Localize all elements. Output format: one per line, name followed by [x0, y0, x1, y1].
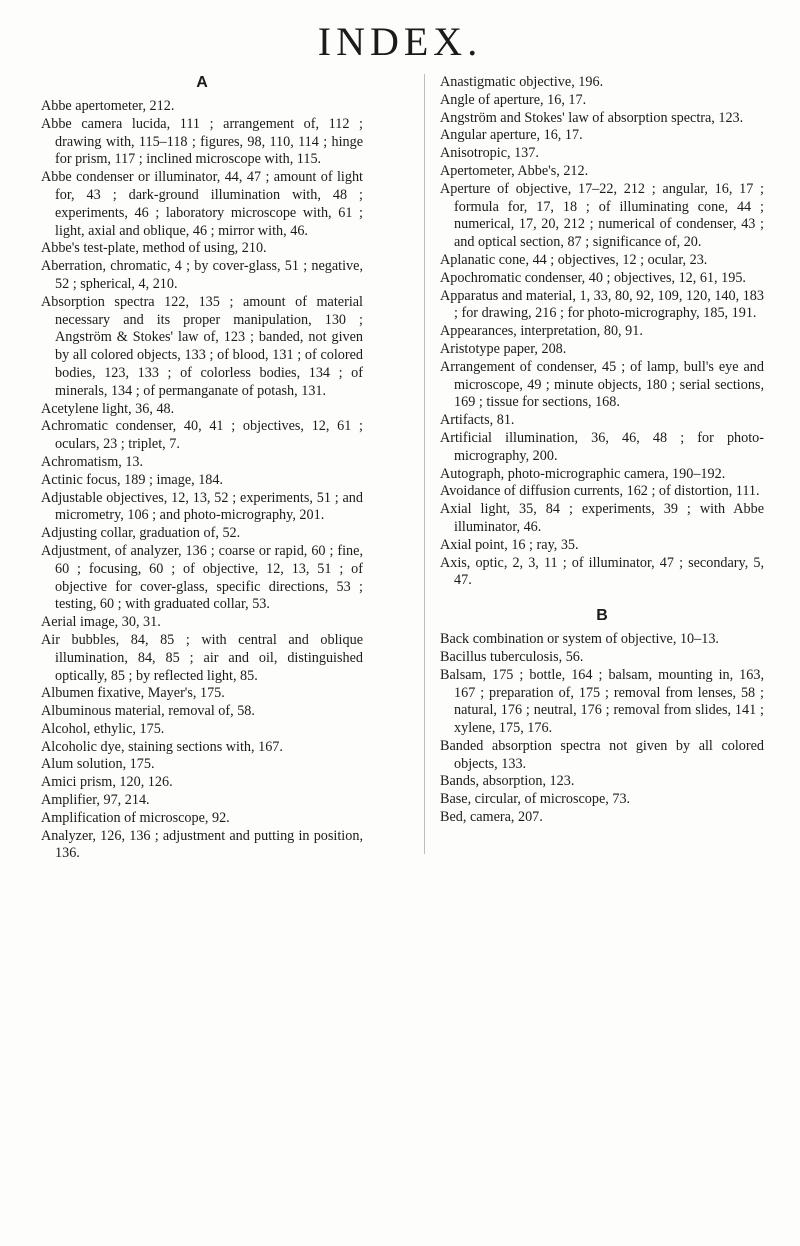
index-entry: Achromatism, 13.	[41, 453, 144, 470]
index-entry: Angström and Stokes' law of absorption spectra, 123.	[440, 109, 744, 126]
index-entry: Back combination or system of objective, 10–13.	[440, 631, 719, 648]
index-entry: Apparatus and material, 1, 33, 80, 92, 109, 120, 140, 183 ; for drawing, 216 ; for photo-micrography, 185, 191.	[440, 287, 764, 322]
index-entry: Amplifier, 97, 214.	[41, 792, 150, 809]
index-entry: Banded absorption spectra not given by all colored objects, 133.	[440, 737, 764, 772]
index-entry: Bacillus tuberculosis, 56.	[440, 648, 584, 665]
index-entry: Aristotype paper, 208.	[440, 340, 567, 357]
entries-list-a-left	[41, 98, 363, 863]
index-entry: Avoidance of diffusion currents, 162 ; of distortion, 111.	[440, 483, 760, 500]
index-entry: Axial light, 35, 84 ; experiments, 39 ; with Abbe illuminator, 46.	[440, 501, 764, 535]
index-entry: Achromatic condenser, 40, 41 ; objectives, 12, 61 ; oculars, 23 ; triplet, 7.	[41, 418, 363, 453]
index-entry: Artificial illumination, 36, 46, 48 ; for photo-micrography, 200.	[440, 429, 764, 464]
index-entry: Bed, camera, 207.	[440, 809, 543, 826]
index-entry: Albumen fixative, Mayer's, 175.	[41, 685, 225, 702]
index-entry: Autograph, photo-micrographic camera, 190–192.	[440, 465, 726, 482]
index-entry: Adjustable objectives, 12, 13, 52 ; experiments, 51 ; and micrometry, 106 ; and photo-micrography, 201.	[41, 489, 363, 524]
index-entry: Amici prism, 120, 126.	[41, 774, 173, 791]
index-column-right	[440, 74, 764, 827]
entries-list-b	[440, 631, 764, 827]
index-entry: Bands, absorption, 123.	[440, 773, 575, 790]
index-entry: Base, circular, of microscope, 73.	[440, 791, 631, 808]
index-entry: Alcohol, ethylic, 175.	[41, 720, 165, 737]
index-entry: Aperture of objective, 17–22, 212 ; angular, 16, 17 ; formula for, 17, 18 ; of illuminating cone, 44 ; numerical, 17, 20, 212 ; numerical of condenser, 43 ; and optical section, 87 ; significance of, 20.	[440, 180, 764, 251]
index-entry: Aberration, chromatic, 4 ; by cover-glass, 51 ; negative, 52 ; spherical, 4, 210.	[41, 258, 363, 292]
index-entry: Aerial image, 30, 31.	[41, 614, 161, 631]
index-entry: Abbe condenser or illuminator, 44, 47 ; amount of light for, 43 ; dark-ground illumination with, 48 ; experiments, 46 ; laboratory microscope with, 61 ; light, axial and oblique, 46 ; mirror with, 46.	[41, 169, 363, 239]
index-entry: Anastigmatic objective, 196.	[440, 74, 604, 90]
column-divider	[424, 74, 425, 854]
index-entry: Adjustment, of analyzer, 136 ; coarse or rapid, 60 ; fine, 60 ; focusing, 60 ; of objective, 12, 13, 51 ; of objective for cover-glass, specific directions, 53 ; testing, 60 ; with graduated collar, 53.	[41, 542, 363, 613]
index-entry: Axis, optic, 2, 3, 11 ; of illuminator, 47 ; secondary, 5, 47.	[440, 554, 764, 589]
index-entry: Abbe camera lucida, 111 ; arrangement of, 112 ; drawing with, 115–118 ; figures, 98, 110, 114 ; hinge for prism, 117 ; inclined microscope with, 115.	[41, 115, 363, 168]
index-entry: Aplanatic cone, 44 ; objectives, 12 ; ocular, 23.	[440, 251, 708, 268]
index-entry: Arrangement of condenser, 45 ; of lamp, bull's eye and microscope, 49 ; minute objects, 180 ; serial sections, 169 ; tissue for sections, 168.	[440, 358, 764, 411]
index-entry: Alum solution, 175.	[41, 756, 155, 773]
index-entry: Abbe apertometer, 212.	[41, 98, 175, 114]
index-entry: Appearances, interpretation, 80, 91.	[440, 323, 643, 340]
index-entry: Abbe's test-plate, method of using, 210.	[41, 240, 267, 257]
section-spacer	[440, 590, 764, 607]
index-entry: Acetylene light, 36, 48.	[41, 400, 175, 417]
index-entry: Artifacts, 81.	[440, 412, 515, 429]
entries-list-a-right	[440, 74, 764, 590]
index-entry: Air bubbles, 84, 85 ; with central and oblique illumination, 84, 85 ; air and oil, distinguished optically, 85 ; by reflected light, 85.	[41, 631, 363, 684]
index-entry: Albuminous material, removal of, 58.	[41, 703, 255, 720]
index-entry: Adjusting collar, graduation of, 52.	[41, 525, 241, 542]
index-column-left	[41, 74, 363, 863]
index-entry: Alcoholic dye, staining sections with, 167.	[41, 738, 283, 755]
index-entry: Anisotropic, 137.	[440, 145, 539, 162]
index-entry: Analyzer, 126, 136 ; adjustment and putting in position, 136.	[41, 827, 363, 862]
section-letter-a: A	[196, 74, 208, 91]
index-entry: Axial point, 16 ; ray, 35.	[440, 536, 579, 553]
index-entry: Apochromatic condenser, 40 ; objectives, 12, 61, 195.	[440, 269, 746, 286]
index-entry: Amplification of microscope, 92.	[41, 809, 230, 826]
section-letter-b: B	[596, 607, 608, 625]
index-entry: Balsam, 175 ; bottle, 164 ; balsam, mounting in, 163, 167 ; preparation of, 175 ; removal from lenses, 58 ; natural, 176 ; neutral, 176 ; removal from slides, 141 ; xylene, 175, 176.	[440, 666, 764, 737]
index-entry: Apertometer, Abbe's, 212.	[440, 162, 589, 179]
index-entry: Angle of aperture, 16, 17.	[440, 91, 587, 108]
index-entry: Angular aperture, 16, 17.	[440, 127, 583, 144]
index-entry: Absorption spectra 122, 135 ; amount of material necessary and its proper manipulation, 130 ; Angström & Stokes' law of, 123 ; banded, not given by all colored objects, 133 ; of blood, 131 ; of colored bodies, 123, 133 ; of colorless bodies, 134 ; of minerals, 134 ; of permanganate of potash, 131.	[41, 293, 363, 399]
index-entry: Actinic focus, 189 ; image, 184.	[41, 471, 224, 488]
page-title: INDEX.	[317, 19, 483, 64]
